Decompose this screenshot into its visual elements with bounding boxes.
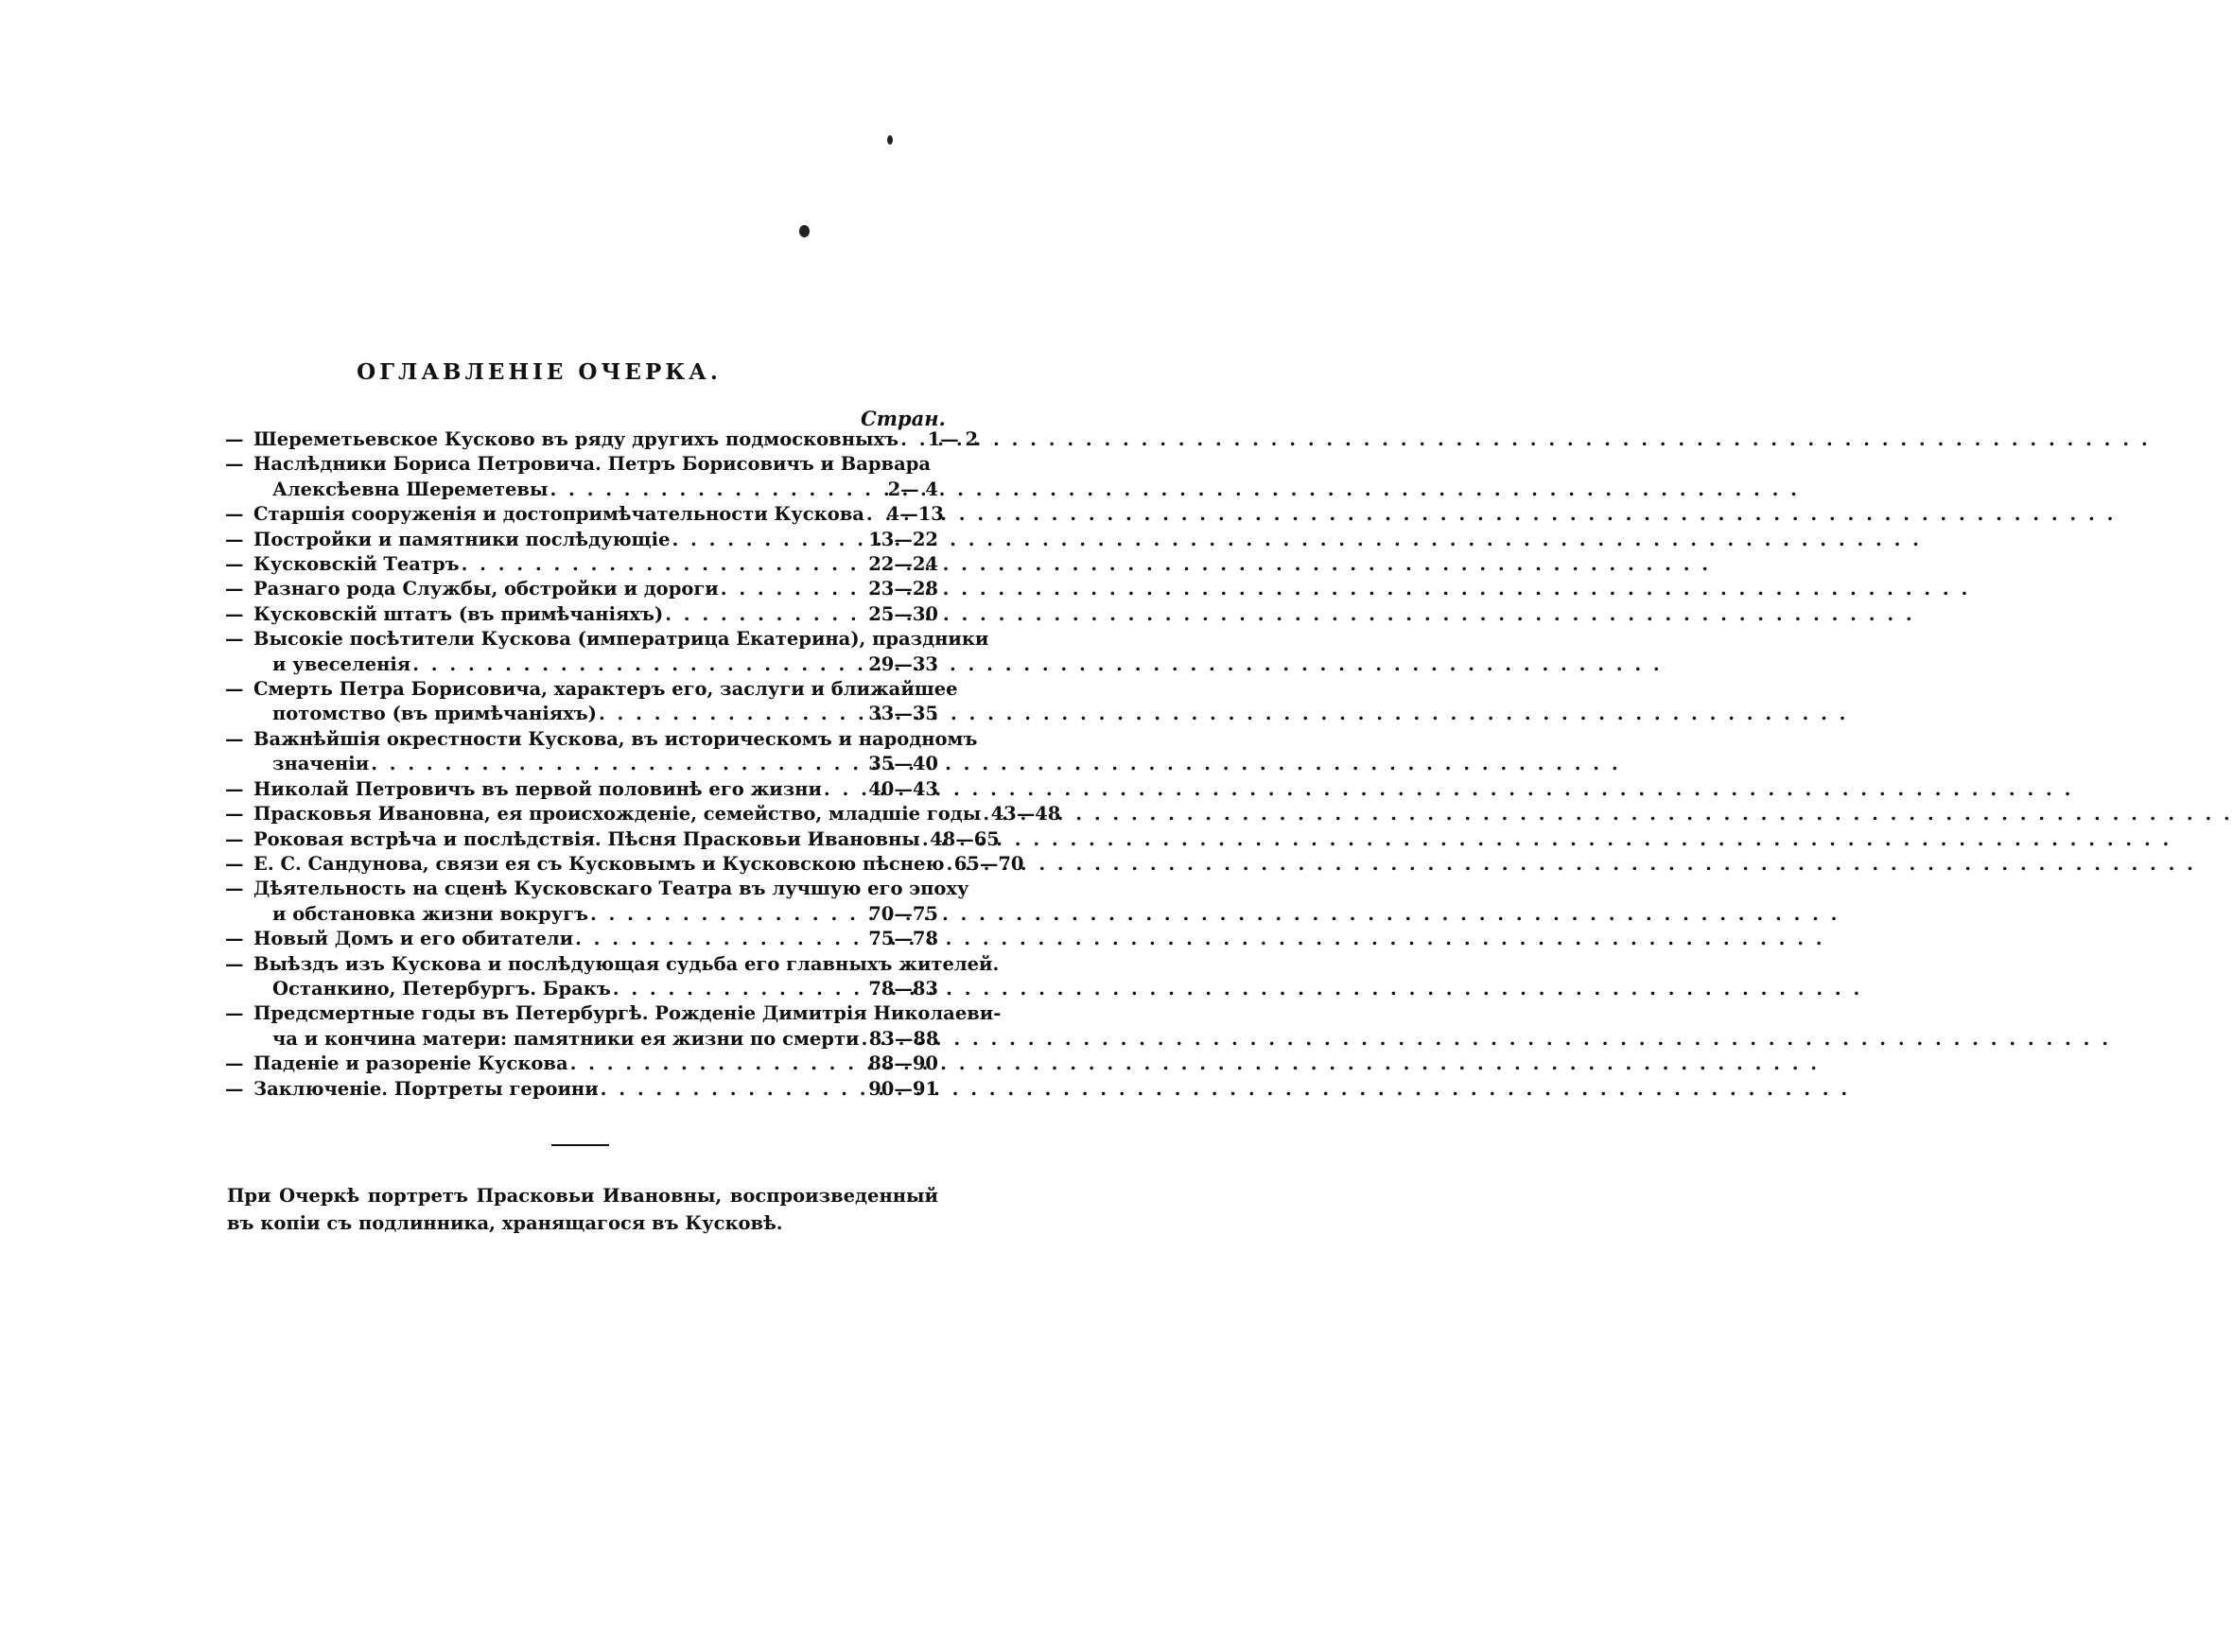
- entry-text: Прасковья Ивановна, ея происхожденіе, семейство, младшіе годы: [253, 803, 982, 826]
- entry-text: Останкино, Петербургъ. Бракъ: [272, 977, 611, 1000]
- toc-entry: [225, 802, 1061, 826]
- table-of-contents: [225, 427, 1061, 1102]
- entry-pages: 13—22: [868, 528, 938, 550]
- dot-leader: [983, 802, 988, 826]
- toc-entry: [225, 927, 938, 951]
- dot-leader: [613, 977, 866, 1001]
- entry-dash: —: [225, 878, 244, 900]
- entry-text: Кусковскій Театръ: [253, 553, 460, 576]
- entry-pages: 75—78: [868, 928, 938, 950]
- divider: [551, 1144, 609, 1146]
- entry-pages: 4—13: [886, 503, 944, 526]
- entry-text: значеніи: [272, 753, 370, 775]
- entry-pages: 29—33: [868, 652, 938, 675]
- toc-entry: [225, 852, 1024, 877]
- entry-pages: 83—88: [868, 1027, 939, 1050]
- entry-text: Смерть Петра Борисовича, характеръ его, заслуги и ближайшее: [253, 678, 958, 701]
- entry-dash: —: [225, 628, 244, 651]
- entry-text: Шереметьевское Кусково въ ряду другихъ подмосковныхъ: [253, 428, 899, 450]
- entry-text: Паденіе и разореніе Кускова: [253, 1052, 568, 1075]
- toc-entry: [225, 952, 1000, 1002]
- entry-dash: —: [225, 678, 244, 701]
- entry-pages: 43—48: [990, 803, 1061, 826]
- ink-speck: [887, 135, 893, 145]
- toc-entry: [225, 727, 978, 777]
- ink-speck: [799, 225, 810, 237]
- toc-entry: [225, 1001, 1002, 1052]
- entry-dash: —: [225, 777, 244, 800]
- entry-pages: 25—30: [868, 602, 938, 625]
- toc-entry: [225, 677, 958, 727]
- entry-text: Алексѣевна Шереметевы: [272, 478, 549, 500]
- toc-entry: [225, 602, 938, 627]
- entry-dash: —: [225, 503, 244, 526]
- entry-text: Наслѣдники Бориса Петровича. Петръ Борисовичъ и Варвара: [253, 453, 931, 476]
- entry-pages: 40—43: [868, 777, 938, 800]
- entry-text: и обстановка жизни вокругъ: [272, 902, 588, 925]
- entry-text: потомство (въ примѣчаніяхъ): [272, 703, 597, 725]
- entry-text: Важнѣйшія окрестности Кускова, въ историческомъ и народномъ: [253, 727, 978, 750]
- entry-text: Кусковскій штатъ (въ примѣчаніяхъ): [253, 602, 664, 625]
- dot-leader: [866, 502, 872, 527]
- dot-leader: [665, 602, 866, 627]
- entry-text: Разнаго рода Службы, обстройки и дороги: [253, 578, 719, 600]
- dot-leader: [922, 827, 928, 852]
- entry-text: Е. С. Сандунова, связи ея съ Кусковымъ и Кусковскою пѣснею: [253, 852, 945, 875]
- entry-dash: —: [225, 952, 244, 975]
- dot-leader: [599, 702, 866, 726]
- entry-pages: 35—40: [868, 753, 938, 775]
- toc-entry: [225, 452, 938, 502]
- pages-column-header: Стран.: [861, 407, 946, 430]
- toc-entry: [225, 877, 969, 927]
- entry-pages: 88—90: [868, 1052, 938, 1075]
- entry-dash: —: [225, 1077, 244, 1100]
- entry-text: Новый Домъ и его обитатели: [253, 928, 574, 950]
- toc-entry: [225, 502, 944, 527]
- toc-entry: [225, 577, 938, 601]
- dot-leader: [550, 478, 866, 502]
- dot-leader: [946, 852, 951, 877]
- entry-dash: —: [225, 578, 244, 600]
- entry-pages: 2— 4: [887, 478, 938, 500]
- entry-dash: —: [225, 553, 244, 576]
- dot-leader: [862, 1027, 867, 1052]
- entry-text: Дѣятельность на сценѣ Кусковскаго Театра въ лучшую его эпоху: [253, 878, 969, 900]
- entry-pages: 90—91: [868, 1077, 938, 1100]
- entry-pages: 33—35: [868, 703, 938, 725]
- dot-leader: [824, 777, 866, 802]
- toc-entry: [225, 427, 979, 452]
- toc-entry: [225, 627, 989, 677]
- entry-dash: —: [225, 803, 244, 826]
- toc-entry: [225, 777, 938, 802]
- entry-text: Постройки и памятники послѣдующіе: [253, 528, 671, 550]
- entry-dash: —: [225, 453, 244, 476]
- entry-pages: 22—24: [868, 553, 938, 576]
- entry-text: Роковая встрѣча и послѣдствія. Пѣсня Прасковьи Ивановны: [253, 827, 920, 850]
- toc-entry: [225, 1052, 938, 1076]
- entry-text: Старшія сооруженія и достопримѣчательности Кускова: [253, 503, 864, 526]
- entry-pages: 78—83: [868, 977, 938, 1000]
- dot-leader: [371, 752, 866, 776]
- entry-text: Николай Петровичъ въ первой половинѣ его жизни: [253, 777, 822, 800]
- entry-text: Заключеніе. Портреты героини: [253, 1077, 599, 1100]
- entry-dash: —: [225, 528, 244, 550]
- dot-leader: [462, 552, 866, 577]
- page-title: ОГЛАВЛЕНІЕ ОЧЕРКА.: [357, 359, 722, 385]
- dot-leader: [672, 528, 866, 552]
- dot-leader: [721, 577, 866, 601]
- entry-dash: —: [225, 827, 244, 850]
- entry-text: Высокіе посѣтители Кускова (императрица Екатерина), праздники: [253, 628, 989, 651]
- dot-leader: [575, 927, 866, 951]
- entry-dash: —: [225, 1002, 244, 1025]
- toc-entry: [225, 528, 938, 552]
- entry-pages: 48—65: [930, 827, 1000, 850]
- entry-text: Предсмертные годы въ Петербургѣ. Рожденіе Димитрія Николаеви-: [253, 1002, 1002, 1025]
- entry-text: и увеселенія: [272, 652, 411, 675]
- entry-dash: —: [225, 1052, 244, 1075]
- entry-dash: —: [225, 602, 244, 625]
- dot-leader: [570, 1052, 866, 1076]
- entry-dash: —: [225, 852, 244, 875]
- entry-pages: 70—75: [868, 902, 938, 925]
- portrait-note: При Очеркѣ портретъ Прасковьи Ивановны, воспроизведенный въ копіи съ подлинника, хранящагося въ Кусковѣ.: [227, 1185, 938, 1234]
- entry-dash: —: [225, 727, 244, 750]
- entry-dash: —: [225, 928, 244, 950]
- entry-dash: —: [225, 428, 244, 450]
- dot-leader: [412, 652, 866, 677]
- toc-entry: [225, 827, 1000, 852]
- dot-leader: [590, 902, 866, 927]
- entry-text: ча и кончина матери: памятники ея жизни по смерти: [272, 1027, 860, 1050]
- toc-entry: [225, 552, 938, 577]
- entry-pages: 1— 2: [927, 428, 979, 450]
- entry-pages: 23—28: [868, 578, 938, 600]
- dot-leader: [900, 427, 906, 452]
- entry-pages: 65—70: [953, 852, 1024, 875]
- dot-leader: [601, 1077, 866, 1102]
- toc-entry: [225, 1077, 938, 1102]
- entry-text: Выѣздъ изъ Кускова и послѣдующая судьба его главныхъ жителей.: [253, 952, 1000, 975]
